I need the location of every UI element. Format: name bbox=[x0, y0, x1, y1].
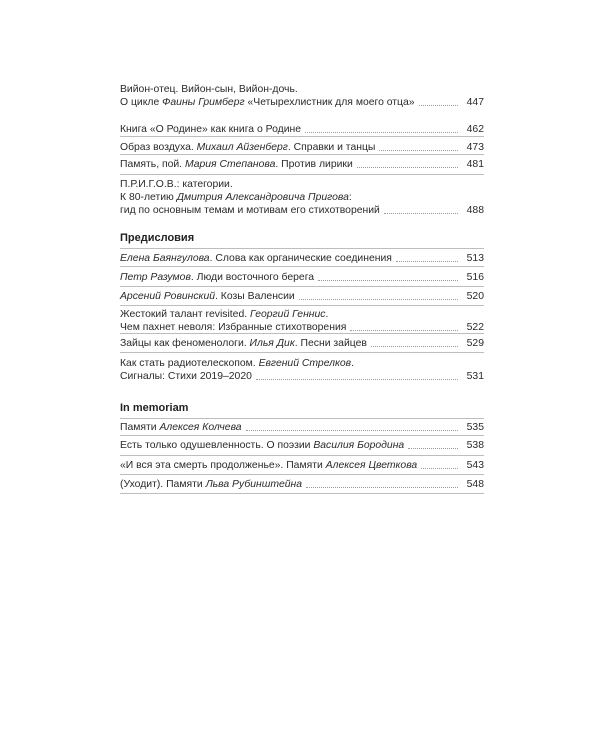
title-text: Чем пахнет неволя: Избранные стихотворения bbox=[120, 322, 347, 333]
entry-line bbox=[120, 252, 484, 265]
title-text: . bbox=[351, 358, 354, 369]
entry-text bbox=[120, 478, 302, 491]
title-text: Образ воздуха. bbox=[120, 142, 197, 153]
toc-entry bbox=[120, 308, 484, 334]
entry-line bbox=[120, 421, 484, 434]
entry-text bbox=[120, 370, 252, 383]
entry-line bbox=[120, 123, 484, 136]
toc-entry bbox=[120, 271, 484, 284]
toc-entry bbox=[120, 141, 484, 154]
dot-leader bbox=[357, 167, 458, 168]
title-text: Сигналы: Стихи 2019–2020 bbox=[120, 371, 252, 382]
entry-text bbox=[120, 421, 242, 434]
author-name: Евгений Стрелков bbox=[258, 358, 352, 369]
dot-leader bbox=[421, 468, 458, 469]
entry-line bbox=[120, 271, 484, 284]
divider bbox=[120, 154, 484, 155]
toc-entry bbox=[120, 252, 484, 265]
page-number: 531 bbox=[466, 371, 484, 382]
author-name: Петр Разумов bbox=[120, 272, 191, 283]
entry-text bbox=[120, 96, 415, 109]
title-text: О цикле bbox=[120, 97, 163, 108]
dot-leader bbox=[379, 150, 458, 151]
entry-text bbox=[120, 179, 233, 190]
entry-line bbox=[120, 83, 484, 96]
toc-entry bbox=[120, 337, 484, 350]
divider bbox=[120, 418, 484, 419]
title-text: Вийон-отец. Вийон-сын, Вийон-дочь. bbox=[120, 84, 298, 95]
entry-text bbox=[120, 252, 392, 265]
entry-text bbox=[120, 192, 352, 203]
page-number: 481 bbox=[466, 159, 484, 170]
entry-text bbox=[120, 141, 375, 154]
title-text: Есть только одушевленность. О поэзии bbox=[120, 440, 314, 451]
dot-leader bbox=[305, 132, 458, 133]
page-number: 535 bbox=[466, 422, 484, 433]
author-name: Мария Степанова bbox=[184, 159, 276, 170]
page-number: 538 bbox=[466, 440, 484, 451]
page-number: 513 bbox=[466, 253, 484, 264]
title-text: : bbox=[348, 192, 352, 203]
title-text: Как стать радиотелескопом. bbox=[120, 358, 259, 369]
entry-line bbox=[120, 478, 484, 491]
title-text: . Слова как органические соединения bbox=[209, 253, 392, 264]
dot-leader bbox=[408, 448, 458, 449]
page-number: 516 bbox=[466, 272, 484, 283]
toc-entry bbox=[120, 439, 484, 452]
dot-leader bbox=[371, 346, 458, 347]
author-name: Алексея Цветкова bbox=[325, 460, 418, 471]
title-text: «И вся эта смерть продолженье». Памяти bbox=[120, 460, 326, 471]
entry-line bbox=[120, 337, 484, 350]
page-number: 462 bbox=[466, 124, 484, 135]
dot-leader bbox=[419, 105, 458, 106]
entry-line bbox=[120, 370, 484, 383]
page-number: 522 bbox=[466, 322, 484, 333]
dot-leader bbox=[318, 280, 458, 281]
title-text: . Козы Валенсии bbox=[215, 291, 295, 302]
title-text: . Песни зайцев bbox=[294, 338, 367, 349]
dot-leader bbox=[256, 379, 458, 380]
author-name: Льва Рубинштейна bbox=[205, 479, 303, 490]
toc-entry bbox=[120, 459, 484, 472]
entry-text bbox=[120, 84, 298, 95]
entry-line bbox=[120, 439, 484, 452]
entry-text bbox=[120, 337, 367, 350]
divider bbox=[120, 333, 484, 334]
title-text: «Четырехлистник для моего отца» bbox=[244, 97, 415, 108]
title-text: Зайцы как феноменологи. bbox=[120, 338, 250, 349]
entry-text bbox=[120, 459, 417, 472]
entry-line bbox=[120, 290, 484, 303]
entry-text bbox=[120, 358, 354, 369]
divider bbox=[120, 136, 484, 137]
toc-entry bbox=[120, 290, 484, 303]
entry-line bbox=[120, 178, 484, 191]
title-text: . bbox=[325, 309, 329, 320]
title-text: П.Р.И.Г.О.В.: категории. bbox=[120, 179, 233, 190]
dot-leader bbox=[246, 430, 458, 431]
title-text: Памяти bbox=[120, 422, 160, 433]
dot-leader bbox=[306, 487, 458, 488]
title-text: . Люди восточного берега bbox=[190, 272, 315, 283]
title-text: Память, пой. bbox=[120, 159, 185, 170]
entry-line bbox=[120, 96, 484, 109]
toc-entry bbox=[120, 421, 484, 434]
dot-leader bbox=[299, 299, 458, 300]
entry-text bbox=[120, 158, 353, 171]
entry-line bbox=[120, 141, 484, 154]
entry-text bbox=[120, 123, 301, 136]
entry-text bbox=[120, 439, 404, 452]
author-name: Елена Баянгулова bbox=[120, 253, 210, 264]
entry-text bbox=[120, 204, 380, 217]
page-number: 473 bbox=[466, 142, 484, 153]
section-heading: In memoriam bbox=[120, 402, 189, 414]
page-number: 548 bbox=[466, 479, 484, 490]
author-name: Дмитрия Александровича Пригова bbox=[176, 192, 349, 203]
page-number: 447 bbox=[466, 97, 484, 108]
author-name: Фаины Гримберг bbox=[162, 97, 245, 108]
toc-entry bbox=[120, 478, 484, 491]
page-number: 488 bbox=[466, 205, 484, 216]
entry-line bbox=[120, 158, 484, 171]
toc-entry bbox=[120, 357, 484, 383]
title-text: . Справки и танцы bbox=[287, 142, 376, 153]
title-text: . Против лирики bbox=[275, 159, 353, 170]
author-name: Алексея Колчева bbox=[159, 422, 242, 433]
author-name: Михаил Айзенберг bbox=[196, 142, 288, 153]
page-number: 520 bbox=[466, 291, 484, 302]
toc-entry bbox=[120, 123, 484, 136]
entry-line bbox=[120, 357, 484, 370]
section-heading: Предисловия bbox=[120, 232, 195, 244]
title-text: Книга «О Родине» как книга о Родине bbox=[120, 124, 302, 135]
entry-line bbox=[120, 204, 484, 217]
toc-entry bbox=[120, 158, 484, 171]
entry-text bbox=[120, 309, 328, 320]
author-name: Георгий Геннис bbox=[250, 309, 326, 320]
author-name: Илья Дик bbox=[249, 338, 295, 349]
title-text: К 80-летию bbox=[120, 192, 177, 203]
page-number: 543 bbox=[466, 460, 484, 471]
dot-leader bbox=[350, 330, 458, 331]
entry-line bbox=[120, 459, 484, 472]
divider bbox=[120, 474, 484, 475]
author-name: Арсений Ровинский bbox=[120, 291, 216, 302]
title-text: Жестокий талант revisited. bbox=[120, 309, 251, 320]
title-text: гид по основным темам и мотивам его стихотворений bbox=[120, 205, 380, 216]
entry-text bbox=[120, 290, 295, 303]
entry-line bbox=[120, 308, 484, 321]
toc-entry bbox=[120, 178, 484, 217]
dot-leader bbox=[396, 261, 458, 262]
divider bbox=[120, 305, 484, 306]
divider bbox=[120, 266, 484, 267]
entry-text bbox=[120, 271, 314, 284]
divider bbox=[120, 174, 484, 175]
table-of-contents bbox=[120, 0, 484, 750]
divider bbox=[120, 493, 484, 494]
dot-leader bbox=[384, 213, 458, 214]
page-number: 529 bbox=[466, 338, 484, 349]
divider bbox=[120, 435, 484, 436]
title-text: (Уходит). Памяти bbox=[120, 479, 206, 490]
divider bbox=[120, 455, 484, 456]
divider bbox=[120, 248, 484, 249]
divider bbox=[120, 352, 484, 353]
entry-line bbox=[120, 191, 484, 204]
toc-entry bbox=[120, 83, 484, 109]
divider bbox=[120, 286, 484, 287]
author-name: Василия Бородина bbox=[313, 440, 405, 451]
